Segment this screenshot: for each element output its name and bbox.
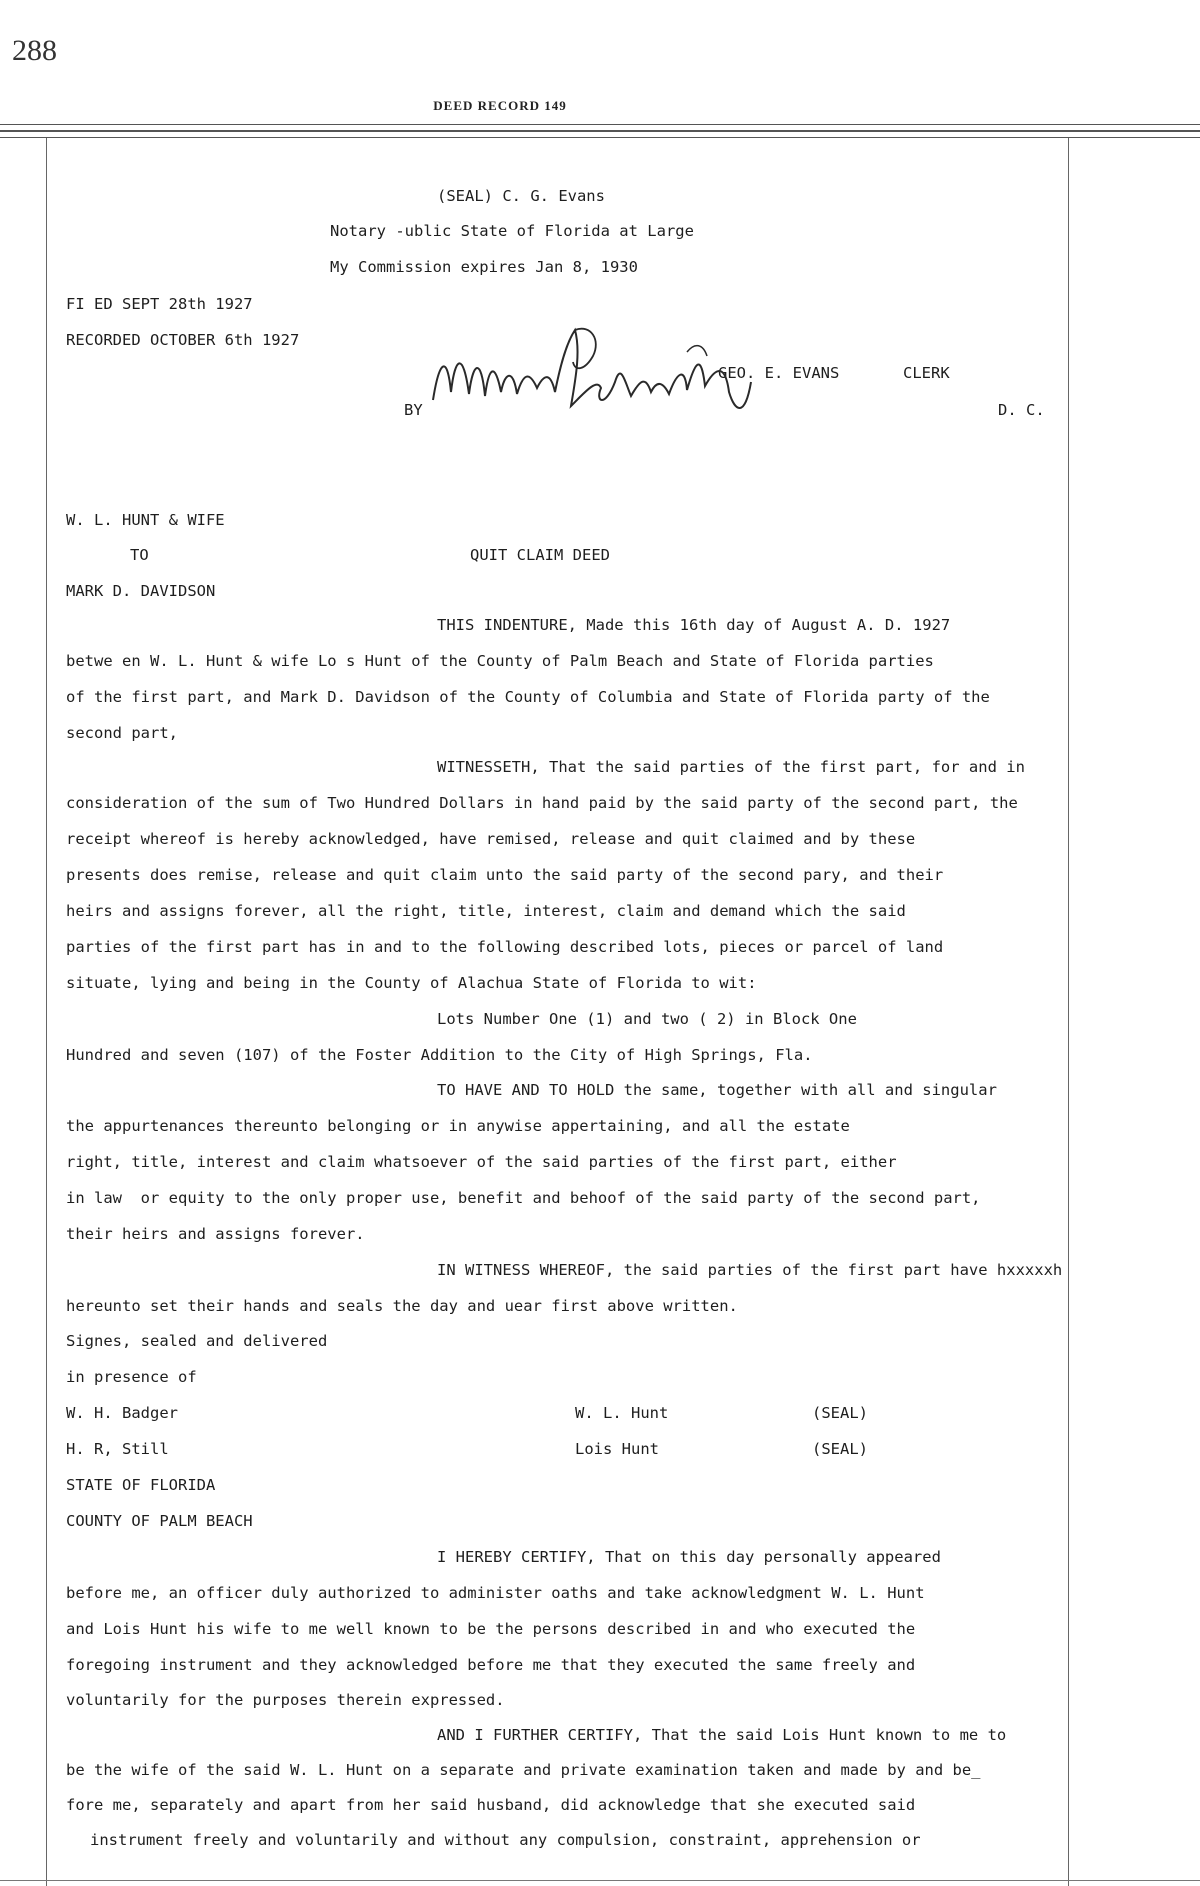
body-line: Hundred and seven (107) of the Foster Addition to the City of High Springs, Fla. [66, 1046, 813, 1064]
left-margin-line [46, 138, 47, 1886]
body-line: of the first part, and Mark D. Davidson of the County of Columbia and State of Florida party of the [66, 688, 990, 706]
filed-date: FI ED SEPT 28th 1927 [66, 295, 253, 313]
clerk-title: CLERK [903, 364, 950, 382]
body-line: betwe en W. L. Hunt & wife Lo s Hunt of the County of Palm Beach and State of Florida parties [66, 652, 934, 670]
grantee: MARK D. DAVIDSON [66, 582, 216, 600]
seal-line: (SEAL) C. G. Evans [437, 187, 605, 205]
venue-county: COUNTY OF PALM BEACH [66, 1512, 253, 1530]
recorded-date: RECORDED OCTOBER 6th 1927 [66, 331, 300, 349]
deed-type: QUIT CLAIM DEED [470, 546, 610, 564]
body-line: WITNESSETH, That the said parties of the first part, for and in [437, 758, 1025, 776]
body-line: TO HAVE AND TO HOLD the same, together with all and singular [437, 1081, 997, 1099]
acknowledgment-line: voluntarily for the purposes therein expressed. [66, 1691, 505, 1709]
body-line: second part, [66, 724, 178, 742]
signer-name: W. L. Hunt [575, 1404, 669, 1422]
header-rule-top [0, 124, 1200, 125]
body-line: in law or equity to the only proper use, benefit and behoof of the said party of the second part, [66, 1189, 981, 1207]
acknowledgment-line: before me, an officer duly authorized to administer oaths and take acknowledgment W. L. Hunt [66, 1584, 925, 1602]
clerk-name: GEO. E. EVANS [718, 364, 840, 382]
body-line: receipt whereof is hereby acknowledged, have remised, release and quit claimed and by these [66, 830, 916, 848]
seal-mark: (SEAL) [812, 1440, 868, 1458]
acknowledgment-line: fore me, separately and apart from her said husband, did acknowledge that she executed said [66, 1796, 916, 1814]
acknowledgment-line: AND I FURTHER CERTIFY, That the said Lois Hunt known to me to [437, 1726, 1007, 1744]
body-line: right, title, interest and claim whatsoever of the said parties of the first part, either [66, 1153, 897, 1171]
acknowledgment-line: foregoing instrument and they acknowledged before me that they executed the same freely and [66, 1656, 916, 1674]
grantor: W. L. HUNT & WIFE [66, 511, 225, 529]
witness-name: W. H. Badger [66, 1404, 178, 1422]
signer-name: Lois Hunt [575, 1440, 659, 1458]
deputy-signature [425, 322, 825, 432]
body-line: IN WITNESS WHEREOF, the said parties of the first part have hxxxxxh [437, 1261, 1063, 1279]
by-label: BY [404, 401, 423, 419]
venue-state: STATE OF FLORIDA [66, 1476, 216, 1494]
header-rule-bottom [0, 130, 1200, 132]
body-line: Signes, sealed and delivered [66, 1332, 328, 1350]
body-line: heirs and assigns forever, all the right, title, interest, claim and demand which the said [66, 902, 906, 920]
acknowledgment-line: I HEREBY CERTIFY, That on this day personally appeared [437, 1548, 941, 1566]
body-line: situate, lying and being in the County of Alachua State of Florida to wit: [66, 974, 757, 992]
witness-name: H. R, Still [66, 1440, 169, 1458]
commission-line: My Commission expires Jan 8, 1930 [330, 258, 638, 276]
notary-line: Notary -ublic State of Florida at Large [330, 222, 694, 240]
deputy-clerk: D. C. [998, 401, 1045, 419]
body-line: hereunto set their hands and seals the day and uear first above written. [66, 1297, 738, 1315]
to-label: TO [130, 546, 149, 564]
seal-mark: (SEAL) [812, 1404, 868, 1422]
body-line: parties of the first part has in and to the following described lots, pieces or parcel of land [66, 938, 944, 956]
acknowledgment-line: and Lois Hunt his wife to me well known to be the persons described in and who executed the [66, 1620, 916, 1638]
body-line: THIS INDENTURE, Made this 16th day of August A. D. 1927 [437, 616, 951, 634]
body-line: consideration of the sum of Two Hundred Dollars in hand paid by the said party of the second part, the [66, 794, 1018, 812]
body-line: in presence of [66, 1368, 197, 1386]
record-header: DEED RECORD 149 [433, 98, 567, 113]
body-line: their heirs and assigns forever. [66, 1225, 365, 1243]
header-rule-third [0, 137, 1200, 138]
acknowledgment-line: instrument freely and voluntarily and without any compulsion, constraint, apprehension or [90, 1831, 921, 1849]
page-number: 288 [12, 34, 57, 67]
acknowledgment-line: be the wife of the said W. L. Hunt on a separate and private examination taken and made by and be_ [66, 1761, 981, 1779]
bottom-rule [0, 1880, 1200, 1881]
body-line: presents does remise, release and quit claim unto the said party of the second pary, and their [66, 866, 944, 884]
right-margin-line [1068, 138, 1069, 1886]
body-line: the appurtenances thereunto belonging or in anywise appertaining, and all the estate [66, 1117, 850, 1135]
body-line: Lots Number One (1) and two ( 2) in Block One [437, 1010, 857, 1028]
